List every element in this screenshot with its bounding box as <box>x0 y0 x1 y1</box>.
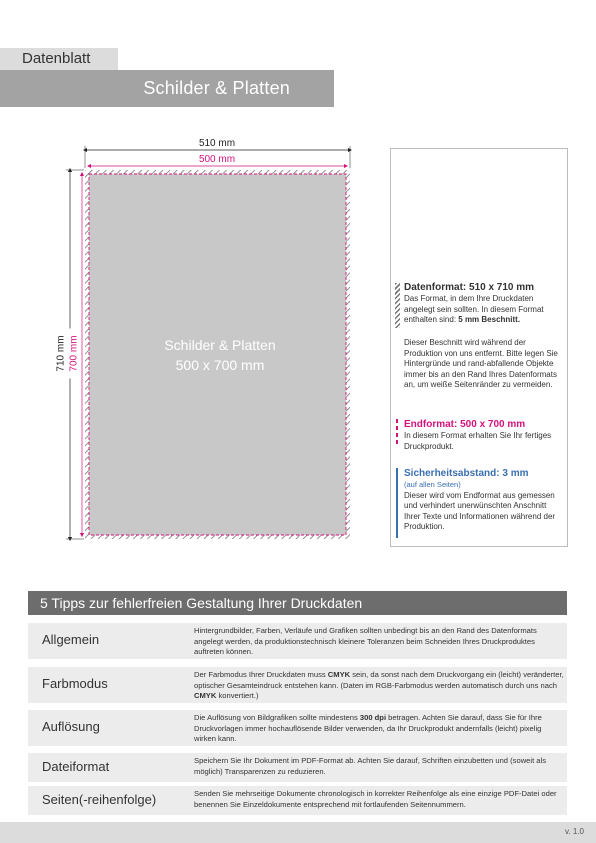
sheet-label <box>110 335 330 375</box>
endformat-marker <box>396 419 398 447</box>
endformat-section <box>404 419 564 452</box>
version-label: v. 1.0 <box>565 827 584 836</box>
tip-label: Auflösung <box>42 719 100 734</box>
sheet-label-size: 500 x 700 mm <box>175 357 265 373</box>
datenformat-marker <box>395 283 400 328</box>
endformat-text: In diesem Format erhalten Sie Ihr fertiges Druckprodukt. <box>404 431 552 451</box>
datenformat-text: Das Format, in dem Ihre Druckdaten angelegt sein sollten. In diesem Format enthalten sind: 5 mm Beschnitt. <box>404 294 544 324</box>
sicherheit-text: Dieser wird vom Endformat aus gemessen und verhindert unerwünschten Anschnitt Ihrer Texte und Informationen während der Produktion. <box>404 490 556 531</box>
tip-label: Seiten(-reihenfolge) <box>42 792 157 807</box>
tip-row-dateiformat <box>28 753 567 782</box>
sicherheit-section <box>404 468 564 533</box>
sicherheit-title: Sicherheitsabstand: 3 mm <box>404 468 529 479</box>
endformat-title: Endformat: 500 x 700 mm <box>404 419 526 430</box>
width-inner-label: 500 mm <box>187 154 247 165</box>
tips-heading-bar <box>28 591 567 615</box>
tip-label: Allgemein <box>42 632 100 647</box>
height-inner-label: 700 mm <box>69 329 80 379</box>
tip-text: Speichern Sie Ihr Dokument im PDF-Format ab. Achten Sie darauf, Schriften einzubetten und (soweit als möglich) Transparenzen zu reduzieren. <box>194 756 547 776</box>
tip-row-farbmodus <box>28 667 567 703</box>
tip-text: Senden Sie mehrseitige Dokumente chronologisch in korrekter Reihenfolge als eine einzige PDF-Datei oder benennen Sie Einzeldokumente entsprechend mit fortlaufenden Seitennummern. <box>194 789 557 809</box>
tips-heading: 5 Tipps zur fehlerfreien Gestaltung Ihrer Druckdaten <box>40 595 363 611</box>
height-outer-label: 710 mm <box>56 329 67 379</box>
datenformat-detail: Dieser Beschnitt wird während der Produktion von uns entfernt. Bitte legen Sie Hintergründe und rand-abfallende Objekte immer bis an den Rand Ihres Datenformats an, um weiße Seitenränder zu vermeiden. <box>404 338 558 389</box>
tip-row-allgemein <box>28 623 567 659</box>
sicherheit-sub: (auf allen Seiten) <box>404 480 461 489</box>
datenformat-title: Datenformat: 510 x 710 mm <box>404 282 535 293</box>
tip-row-aufloesung <box>28 710 567 746</box>
tip-label: Farbmodus <box>42 676 108 691</box>
datasheet-tag-label: Datenblatt <box>22 50 91 67</box>
page-title: Schilder & Platten <box>143 78 290 98</box>
tip-row-seitenreihenfolge <box>28 786 567 815</box>
tip-text: Der Farbmodus Ihrer Druckdaten muss CMYK sein, da sonst nach dem Druckvorgang ein (leicht) veränderter, optischer Gesamteindruck entstehen kann. (Daten im RGB-Farbmodus werden automatisch durch uns nach CMYK konvertiert.) <box>194 670 564 700</box>
tip-text: Hintergrundbilder, Farben, Verläufe und Grafiken sollten unbedingt bis an den Rand des Datenformats angelegt werden, da produktionstechnisch kleinere Toleranzen beim Schneiden Ihres Druckproduktes auftreten können. <box>194 626 537 656</box>
datenformat-section <box>404 282 564 326</box>
sheet-label-title: Schilder & Platten <box>164 337 276 353</box>
tip-label: Dateiformat <box>42 759 110 774</box>
footer-bar <box>0 822 596 843</box>
sicherheit-marker <box>396 468 398 538</box>
tip-text: Die Auflösung von Bildgrafiken sollte mindestens 300 dpi betragen. Achten Sie darauf, dass Sie für Ihre Druckvorlagen immer hochauflösende Bilder verwenden, da Ihr Druckprodukt andernfalls (leicht) pixelig wirken kann. <box>194 713 542 743</box>
width-outer-label: 510 mm <box>187 138 247 149</box>
